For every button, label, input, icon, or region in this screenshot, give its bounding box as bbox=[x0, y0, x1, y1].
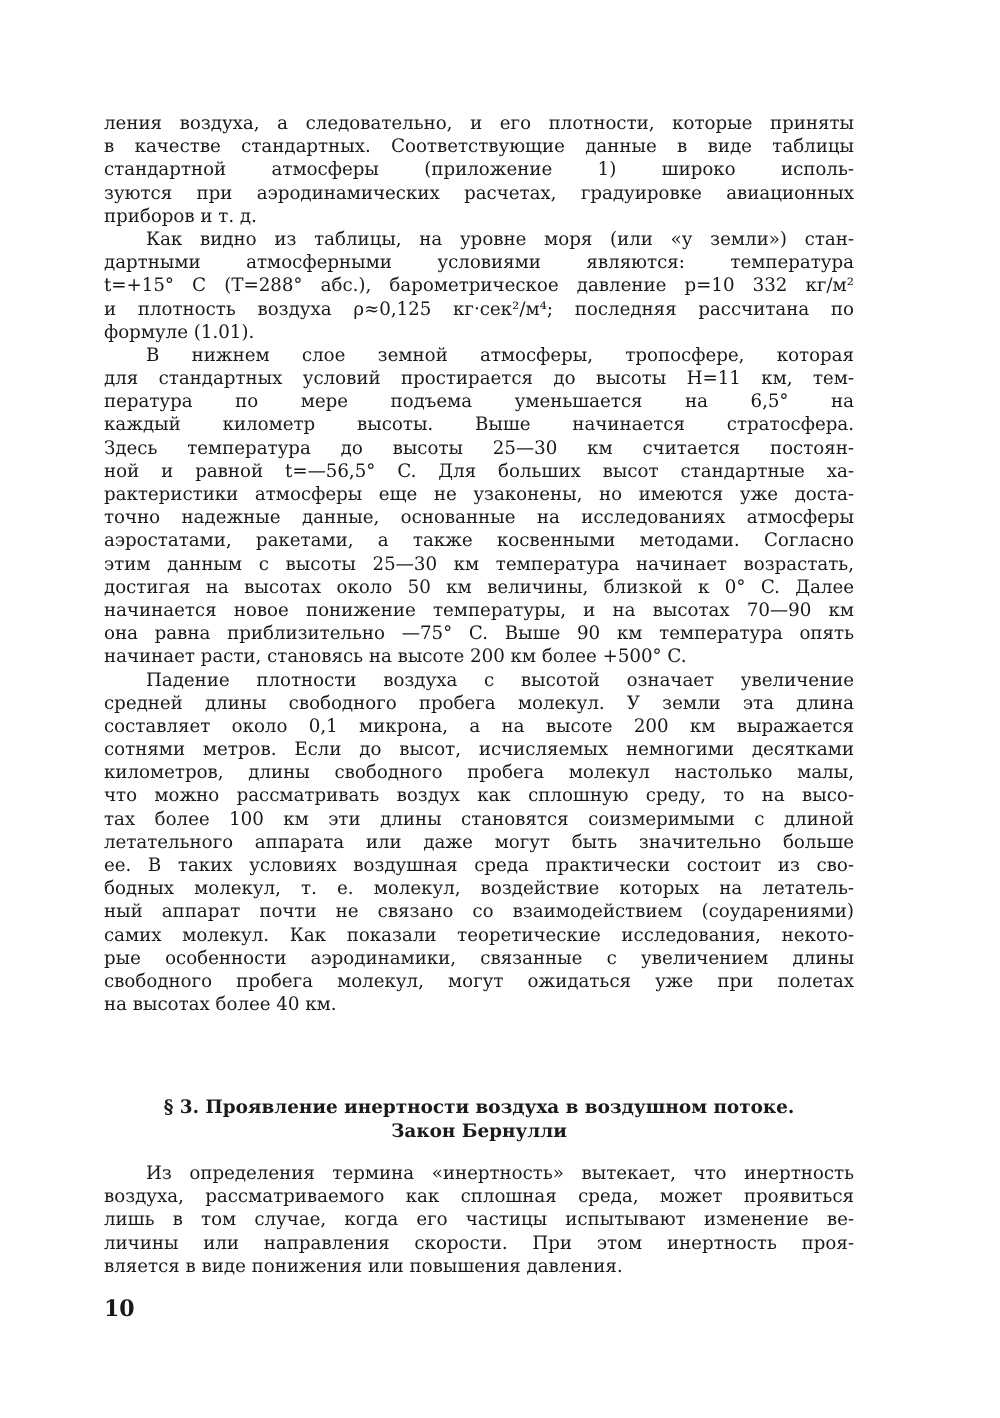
section-heading bbox=[104, 1096, 854, 1144]
text-line: начинает расти, становясь на высоте 200 км более +500° C. bbox=[104, 646, 687, 668]
text-line: каждый километр высоты. Выше начинается стратосфера. bbox=[104, 414, 854, 436]
text-line: формуле (1.01). bbox=[104, 321, 255, 343]
text-line: тах более 100 км эти длины становятся соизмеримыми с длиной bbox=[104, 808, 854, 830]
paragraph bbox=[104, 228, 854, 344]
text-line: что можно рассматривать воздух как сплошную среду, то на высо- bbox=[104, 785, 854, 807]
text-line: самих молекул. Как показали теоретические исследования, некото- bbox=[104, 924, 854, 946]
paragraph bbox=[104, 1162, 854, 1278]
text-line: приборов и т. д. bbox=[104, 205, 257, 227]
text-line: ный аппарат почти не связано со взаимодействием (соударениями) bbox=[104, 901, 854, 923]
text-line: пература по мере подъема уменьшается на 6,5° на bbox=[104, 391, 854, 413]
text-line: лишь в том случае, когда его частицы испытывают изменение ве- bbox=[104, 1209, 854, 1231]
page-number: 10 bbox=[104, 1296, 135, 1322]
text-line: в качестве стандартных. Соответствующие данные в виде таблицы bbox=[104, 136, 854, 158]
text-line: Из определения термина «инертность» вытекает, что инертность bbox=[146, 1163, 854, 1184]
text-line: Падение плотности воздуха с высотой означает увеличение bbox=[146, 669, 854, 691]
text-line: достигая на высотах около 50 км величины, близкой к 0° C. Далее bbox=[104, 576, 854, 598]
text-line: ной и равной t=—56,5° C. Для больших высот стандартные ха- bbox=[104, 460, 854, 482]
text-line: на высотах более 40 км. bbox=[104, 994, 337, 1016]
text-line: Как видно из таблицы, на уровне моря (или «у земли») стан- bbox=[146, 228, 854, 250]
text-line: бодных молекул, т. е. молекул, воздействие которых на летатель- bbox=[104, 878, 854, 900]
text-line: начинается новое понижение температуры, и на высотах 70—90 км bbox=[104, 599, 854, 621]
text-line: В нижнем слое земной атмосферы, тропосфере, которая bbox=[146, 344, 854, 366]
paragraph bbox=[104, 669, 854, 1017]
section-heading-line-2: Закон Бернулли bbox=[391, 1121, 567, 1142]
text-line: дартными атмосферными условиями являются: температура bbox=[104, 252, 854, 274]
text-line: личины или направления скорости. При этом инертность проя- bbox=[104, 1232, 854, 1254]
text-line: летательного аппарата или даже могут быть значительно больше bbox=[104, 831, 854, 853]
text-line: воздуха, рассматриваемого как сплошная среда, может проявиться bbox=[104, 1186, 854, 1208]
text-line: свободного пробега молекул, могут ожидаться уже при полетах bbox=[104, 970, 854, 992]
text-line: средней длины свободного пробега молекул. У земли эта длина bbox=[104, 692, 854, 714]
text-line: сотнями метров. Если до высот, исчисляемых немногими десятками bbox=[104, 739, 854, 761]
text-line: вляется в виде понижения или повышения давления. bbox=[104, 1255, 623, 1277]
paragraph bbox=[104, 112, 854, 228]
body-text-before-heading bbox=[104, 112, 854, 1016]
body-text-after-heading bbox=[104, 1162, 854, 1278]
text-line: для стандартных условий простирается до высоты H=11 км, тем- bbox=[104, 368, 854, 390]
text-line: составляет около 0,1 микрона, а на высоте 200 км выражается bbox=[104, 715, 854, 737]
text-line: она равна приблизительно —75° C. Выше 90 км температура опять bbox=[104, 623, 854, 645]
text-line: стандартной атмосферы (приложение 1) широко исполь- bbox=[104, 159, 854, 181]
text-line: этим данным с высоты 25—30 км температура начинает возрастать, bbox=[104, 553, 854, 575]
text-line: ее. В таких условиях воздушная среда практически состоит из сво- bbox=[104, 855, 854, 876]
text-line: рые особенности аэродинамики, связанные с увеличением длины bbox=[104, 947, 854, 969]
section-heading-line-1: § 3. Проявление инертности воздуха в воздушном потоке. bbox=[163, 1097, 795, 1118]
text-line: километров, длины свободного пробега молекул настолько малы, bbox=[104, 762, 854, 784]
paragraph bbox=[104, 344, 854, 669]
text-line: аэростатами, ракетами, а также косвенными методами. Согласно bbox=[104, 530, 854, 552]
text-line: зуются при аэродинамических расчетах, градуировке авиационных bbox=[104, 182, 854, 204]
text-line: Здесь температура до высоты 25—30 км считается постоян- bbox=[104, 437, 854, 459]
text-line: и плотность воздуха ρ≈0,125 кг·сек²/м⁴; последняя рассчитана по bbox=[104, 298, 854, 320]
text-line: ления воздуха, а следовательно, и его плотности, которые приняты bbox=[104, 113, 854, 134]
text-line: t=+15° C (T=288° абс.), барометрическое давление p=10 332 кг/м² bbox=[104, 275, 854, 297]
text-line: рактеристики атмосферы еще не узаконены, но имеются уже доста- bbox=[104, 484, 854, 505]
text-line: точно надежные данные, основанные на исследованиях атмосферы bbox=[104, 507, 854, 529]
